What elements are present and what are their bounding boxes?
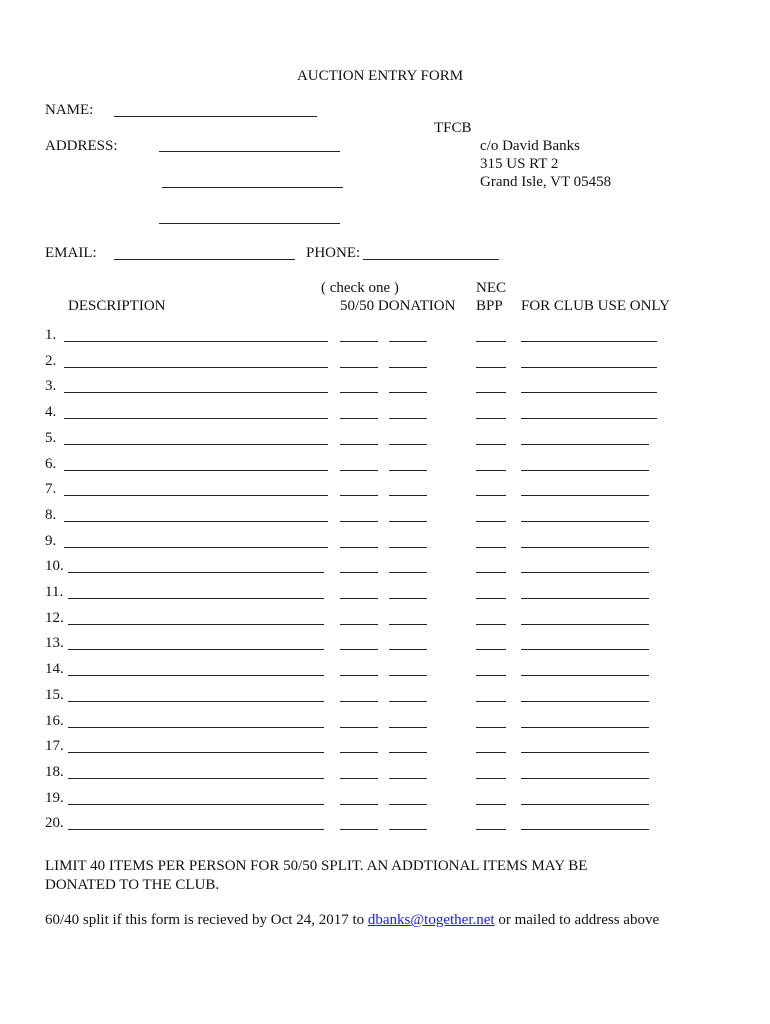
nec-bpp-field[interactable] (476, 701, 506, 702)
row-number: 15. (45, 687, 64, 703)
check-donation-field[interactable] (389, 521, 427, 522)
check-50-50-field[interactable] (340, 752, 378, 753)
check-donation-field[interactable] (389, 572, 427, 573)
club-use-field[interactable] (521, 521, 649, 522)
address-field-line-2[interactable] (162, 187, 343, 188)
club-use-field[interactable] (521, 392, 657, 393)
limit-notice-line-1: LIMIT 40 ITEMS PER PERSON FOR 50/50 SPLIT. AN ADDTIONAL ITEMS MAY BE (45, 858, 588, 874)
row-number: 3. (45, 378, 57, 394)
club-use-field[interactable] (521, 778, 649, 779)
row-number: 13. (45, 635, 64, 651)
club-use-field[interactable] (521, 367, 657, 368)
description-field[interactable] (64, 444, 328, 445)
check-50-50-field[interactable] (340, 572, 378, 573)
description-field[interactable] (64, 547, 328, 548)
check-donation-field[interactable] (389, 547, 427, 548)
phone-label: PHONE: (306, 245, 361, 261)
check-one-label: ( check one ) (321, 280, 399, 296)
check-50-50-field[interactable] (340, 547, 378, 548)
check-donation-field[interactable] (389, 392, 427, 393)
club-use-field[interactable] (521, 572, 649, 573)
description-field[interactable] (64, 392, 328, 393)
check-50-50-field[interactable] (340, 341, 378, 342)
nec-bpp-field[interactable] (476, 495, 506, 496)
nec-bpp-field[interactable] (476, 778, 506, 779)
description-field[interactable] (68, 598, 324, 599)
description-field[interactable] (68, 701, 324, 702)
check-donation-field[interactable] (389, 598, 427, 599)
description-field[interactable] (64, 341, 328, 342)
description-field[interactable] (68, 829, 324, 830)
check-50-50-field[interactable] (340, 495, 378, 496)
nec-bpp-field[interactable] (476, 752, 506, 753)
check-50-50-field[interactable] (340, 727, 378, 728)
nec-bpp-field[interactable] (476, 598, 506, 599)
club-use-field[interactable] (521, 418, 657, 419)
description-field[interactable] (68, 624, 324, 625)
check-donation-field[interactable] (389, 624, 427, 625)
check-50-50-field[interactable] (340, 418, 378, 419)
nec-bpp-field[interactable] (476, 547, 506, 548)
check-donation-field[interactable] (389, 444, 427, 445)
email-link[interactable]: dbanks@together.net (367, 912, 495, 928)
description-field[interactable] (68, 649, 324, 650)
nec-bpp-field[interactable] (476, 470, 506, 471)
address-label: ADDRESS: (45, 138, 118, 154)
nec-bpp-field[interactable] (476, 572, 506, 573)
check-donation-field[interactable] (389, 701, 427, 702)
check-50-50-field[interactable] (340, 829, 378, 830)
row-number: 18. (45, 764, 64, 780)
nec-bpp-field[interactable] (476, 804, 506, 805)
nec-bpp-field[interactable] (476, 418, 506, 419)
check-50-50-field[interactable] (340, 701, 378, 702)
name-label: NAME: (45, 102, 94, 118)
club-use-field[interactable] (521, 495, 649, 496)
club-use-field[interactable] (521, 598, 649, 599)
club-use-field[interactable] (521, 547, 649, 548)
description-field[interactable] (64, 418, 328, 419)
check-donation-field[interactable] (389, 418, 427, 419)
club-use-field[interactable] (521, 727, 649, 728)
nec-bpp-field[interactable] (476, 392, 506, 393)
check-donation-field[interactable] (389, 829, 427, 830)
description-field[interactable] (64, 521, 328, 522)
description-field[interactable] (68, 752, 324, 753)
row-number: 11. (45, 584, 64, 600)
row-number: 14. (45, 661, 64, 677)
row-number: 8. (45, 507, 57, 523)
nec-bpp-field[interactable] (476, 521, 506, 522)
row-number: 4. (45, 404, 57, 420)
description-field[interactable] (64, 495, 328, 496)
check-donation-field[interactable] (389, 495, 427, 496)
club-use-field[interactable] (521, 470, 649, 471)
nec-bpp-field[interactable] (476, 624, 506, 625)
mail-address-line-3: Grand Isle, VT 05458 (480, 174, 612, 190)
club-use-field[interactable] (521, 444, 649, 445)
check-50-50-field[interactable] (340, 675, 378, 676)
check-50-50-field[interactable] (340, 649, 378, 650)
check-50-50-field[interactable] (340, 624, 378, 625)
org-name: TFCB (434, 120, 472, 136)
nec-bpp-field[interactable] (476, 341, 506, 342)
phone-field[interactable] (363, 259, 499, 260)
row-number: 10. (45, 558, 64, 574)
check-donation-field[interactable] (389, 778, 427, 779)
address-field-line-1[interactable] (159, 151, 340, 152)
check-50-50-field[interactable] (340, 598, 378, 599)
check-50-50-field[interactable] (340, 367, 378, 368)
club-use-header: FOR CLUB USE ONLY (521, 298, 670, 314)
email-label: EMAIL: (45, 245, 97, 261)
club-use-field[interactable] (521, 675, 649, 676)
email-field[interactable] (114, 259, 295, 260)
nec-bpp-field[interactable] (476, 444, 506, 445)
bpp-header: BPP (476, 298, 503, 314)
check-donation-field[interactable] (389, 752, 427, 753)
nec-bpp-field[interactable] (476, 829, 506, 830)
check-donation-field[interactable] (389, 675, 427, 676)
check-50-50-field[interactable] (340, 804, 378, 805)
row-number: 7. (45, 481, 57, 497)
check-donation-field[interactable] (389, 804, 427, 805)
row-number: 9. (45, 533, 57, 549)
split-notice-suffix: or mailed to address above (494, 912, 660, 928)
club-use-field[interactable] (521, 624, 649, 625)
description-field[interactable] (68, 804, 324, 805)
nec-bpp-field[interactable] (476, 727, 506, 728)
split-notice (45, 911, 659, 929)
description-field[interactable] (68, 778, 324, 779)
form-title: AUCTION ENTRY FORM (296, 68, 464, 84)
row-number: 19. (45, 790, 64, 806)
nec-bpp-field[interactable] (476, 675, 506, 676)
nec-bpp-field[interactable] (476, 649, 506, 650)
check-donation-field[interactable] (389, 649, 427, 650)
description-field[interactable] (64, 367, 328, 368)
row-number: 17. (45, 738, 64, 754)
row-number: 6. (45, 456, 57, 472)
club-use-field[interactable] (521, 752, 649, 753)
row-number: 20. (45, 815, 64, 831)
check-50-50-field[interactable] (340, 444, 378, 445)
check-donation-field[interactable] (389, 727, 427, 728)
mail-address-line-2: 315 US RT 2 (480, 156, 559, 172)
nec-bpp-field[interactable] (476, 367, 506, 368)
description-header: DESCRIPTION (68, 298, 166, 314)
club-use-field[interactable] (521, 341, 657, 342)
club-use-field[interactable] (521, 829, 649, 830)
check-50-50-field[interactable] (340, 778, 378, 779)
split-notice-prefix: 60/40 split if this form is recieved by Oct 24, 2017 to (45, 912, 368, 928)
donation-header: 50/50 DONATION (340, 298, 456, 314)
description-field[interactable] (68, 727, 324, 728)
club-use-field[interactable] (521, 649, 649, 650)
limit-notice-line-2: DONATED TO THE CLUB. (45, 877, 220, 893)
club-use-field[interactable] (521, 804, 649, 805)
nec-label: NEC (476, 280, 506, 296)
check-donation-field[interactable] (389, 341, 427, 342)
check-donation-field[interactable] (389, 470, 427, 471)
row-number: 2. (45, 353, 57, 369)
check-50-50-field[interactable] (340, 521, 378, 522)
description-field[interactable] (68, 675, 324, 676)
mail-address-line-1: c/o David Banks (480, 138, 580, 154)
description-field[interactable] (68, 572, 324, 573)
row-number: 1. (45, 327, 57, 343)
club-use-field[interactable] (521, 701, 649, 702)
check-50-50-field[interactable] (340, 470, 378, 471)
check-donation-field[interactable] (389, 367, 427, 368)
name-field[interactable] (114, 116, 317, 117)
address-field-line-3[interactable] (159, 223, 340, 224)
row-number: 12. (45, 610, 64, 626)
check-50-50-field[interactable] (340, 392, 378, 393)
row-number: 16. (45, 713, 64, 729)
row-number: 5. (45, 430, 57, 446)
description-field[interactable] (64, 470, 328, 471)
